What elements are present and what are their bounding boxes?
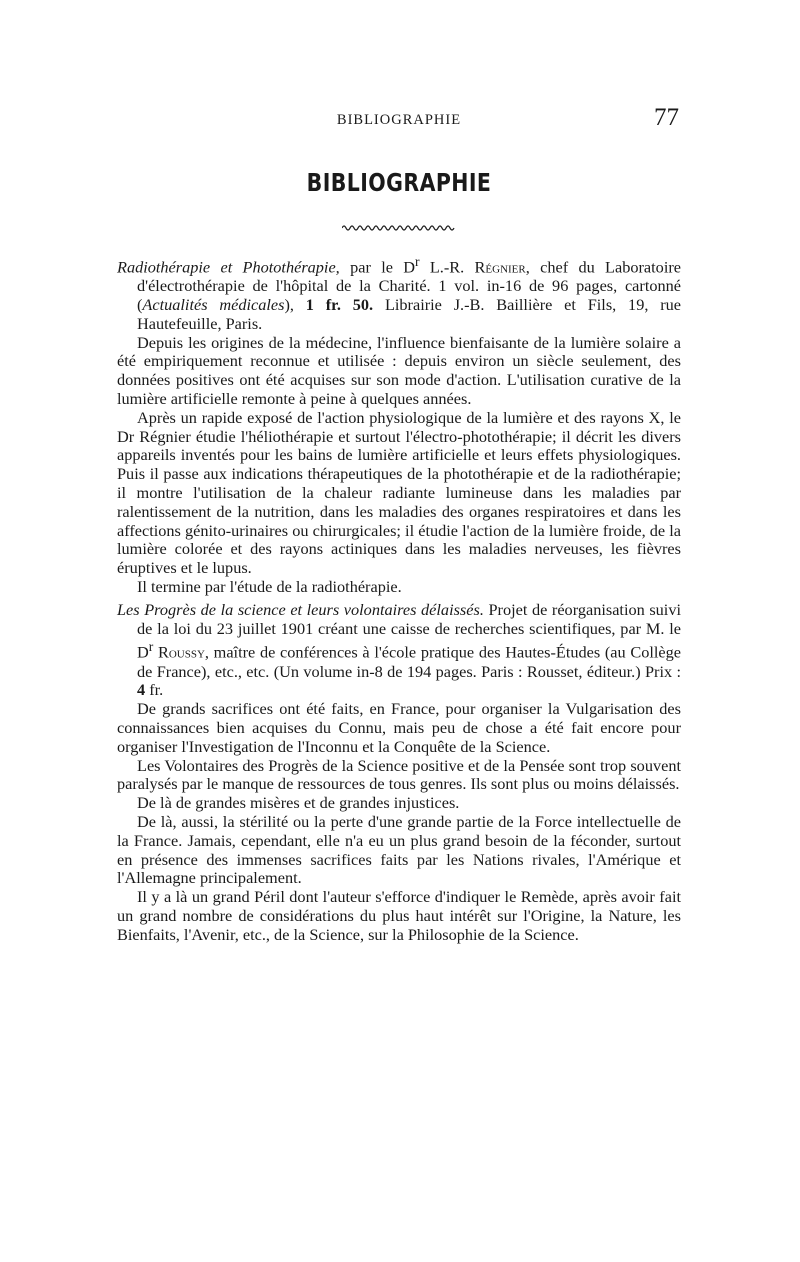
entry-title: Radiothérapie et Photothérapie, <box>117 257 340 277</box>
entry-author: L.-R. Régnier, <box>419 257 530 277</box>
entry-price: 4 <box>137 680 146 700</box>
entry-series: Actualités médicales <box>142 295 285 315</box>
entry-paragraph: Depuis les origines de la médecine, l'influence bienfaisante de la lumière solaire a été empiriquement reconnue et utilisée : depuis environ un siècle seulement, des données positives ont été acquises sur son mode d'action. L'utilisation curative de la lumière artificielle remonte à peine à quelques années. <box>117 332 681 408</box>
bibliography-entry-1 <box>117 253 681 597</box>
entry-citation: Radiothérapie et Photothérapie, par le $D^r$ L.-R. Régnier, chef du Laboratoire d'électrothérapie de l'hôpital de la Charité. 1 vol. in-16 de 96 pages, cartonné (Actualités médicales), 1 fr. 50. Librairie J.-B. Baillière et Fils, 19, rue Hautefeuille, Paris. <box>117 254 682 333</box>
entry-paragraph: Après un rapide exposé de l'action physiologique de la lumière et des rayons X, le Dr Régnier étudie l'héliothérapie et surtout l'électro-photothérapie; il décrit les divers appareils inventés pour les bains de lumière artificielle et leurs effets physiologiques. Puis il passe aux indications thérapeutiques de la photothérapie et de la radiothérapie; il montre l'utilisation de la chaleur radiante lumineuse dans les maladies par ralentissement de la nutrition, dans les maladies des organes respiratoires et dans les affections génito-urinaires ou chirurgicales; il étudie l'action de la lumière froide, de la lumière colorée et des rayons actiniques dans les maladies nerveuses, les fièvres éruptives et le lupus. <box>117 407 681 578</box>
bibliography-entry-2 <box>117 601 681 945</box>
page-number: 77 <box>654 104 679 131</box>
entry-paragraph: Il y a là un grand Péril dont l'auteur s'efforce d'indiquer le Remède, après avoir fait un grand nombre de considérations du plus haut intérêt sur l'Origine, la Nature, les Bienfaits, l'Avenir, etc., de la Science, sur la Philosophie de la Science. <box>117 887 681 944</box>
entry-title: Les Progrès de la science et leurs volontaires délaissés. <box>117 599 484 619</box>
entry-paragraph: De grands sacrifices ont été faits, en France, pour organiser la Vulgarisation des connaissances bien acquises du Connu, mais peu de chose a été fait encore pour organiser l'Investigation de l'Inconnu et la Conquête de la Science. <box>117 699 681 756</box>
section-title: BIBLIOGRAPHIE <box>306 168 492 197</box>
entry-paragraph: De là, aussi, la stérilité ou la perte d'une grande partie de la Force intellectuelle de la France. Jamais, cependant, elle n'a eu un plus grand besoin de la féconder, surtout en présence des immenses sacrifices faits par les Nations rivales, l'Amérique et l'Allemagne principalement. <box>117 811 681 888</box>
wavy-rule-ornament <box>342 223 456 233</box>
entry-citation: Les Progrès de la science et leurs volontaires délaissés. Projet de réorganisation suivi de la loi du 23 juillet 1901 créant une caisse de recherches scientifiques, par M. le $D^r$ Roussy, maître de conférences à l'école pratique des Hautes-Études (au Collège de France), etc., etc. (Un volume in-8 de 194 pages. Paris : Rousset, éditeur.) Prix : 4 fr. <box>117 599 681 700</box>
entry-paragraph: Les Volontaires des Progrès de la Science positive et de la Pensée sont trop souvent paralysés par le manque de ressources de tous genres. Ils sont plus ou moins délaissés. <box>117 755 681 794</box>
entry-author: Roussy, <box>153 642 209 662</box>
entry-price: 1 fr. 50. <box>305 295 374 315</box>
running-title: BIBLIOGRAPHIE <box>336 112 462 128</box>
running-header <box>117 100 681 136</box>
page <box>117 100 681 945</box>
entry-paragraph: Il termine par l'étude de la radiothérapie. <box>137 576 402 596</box>
entry-paragraph: De là de grandes misères et de grandes injustices. <box>137 793 460 813</box>
